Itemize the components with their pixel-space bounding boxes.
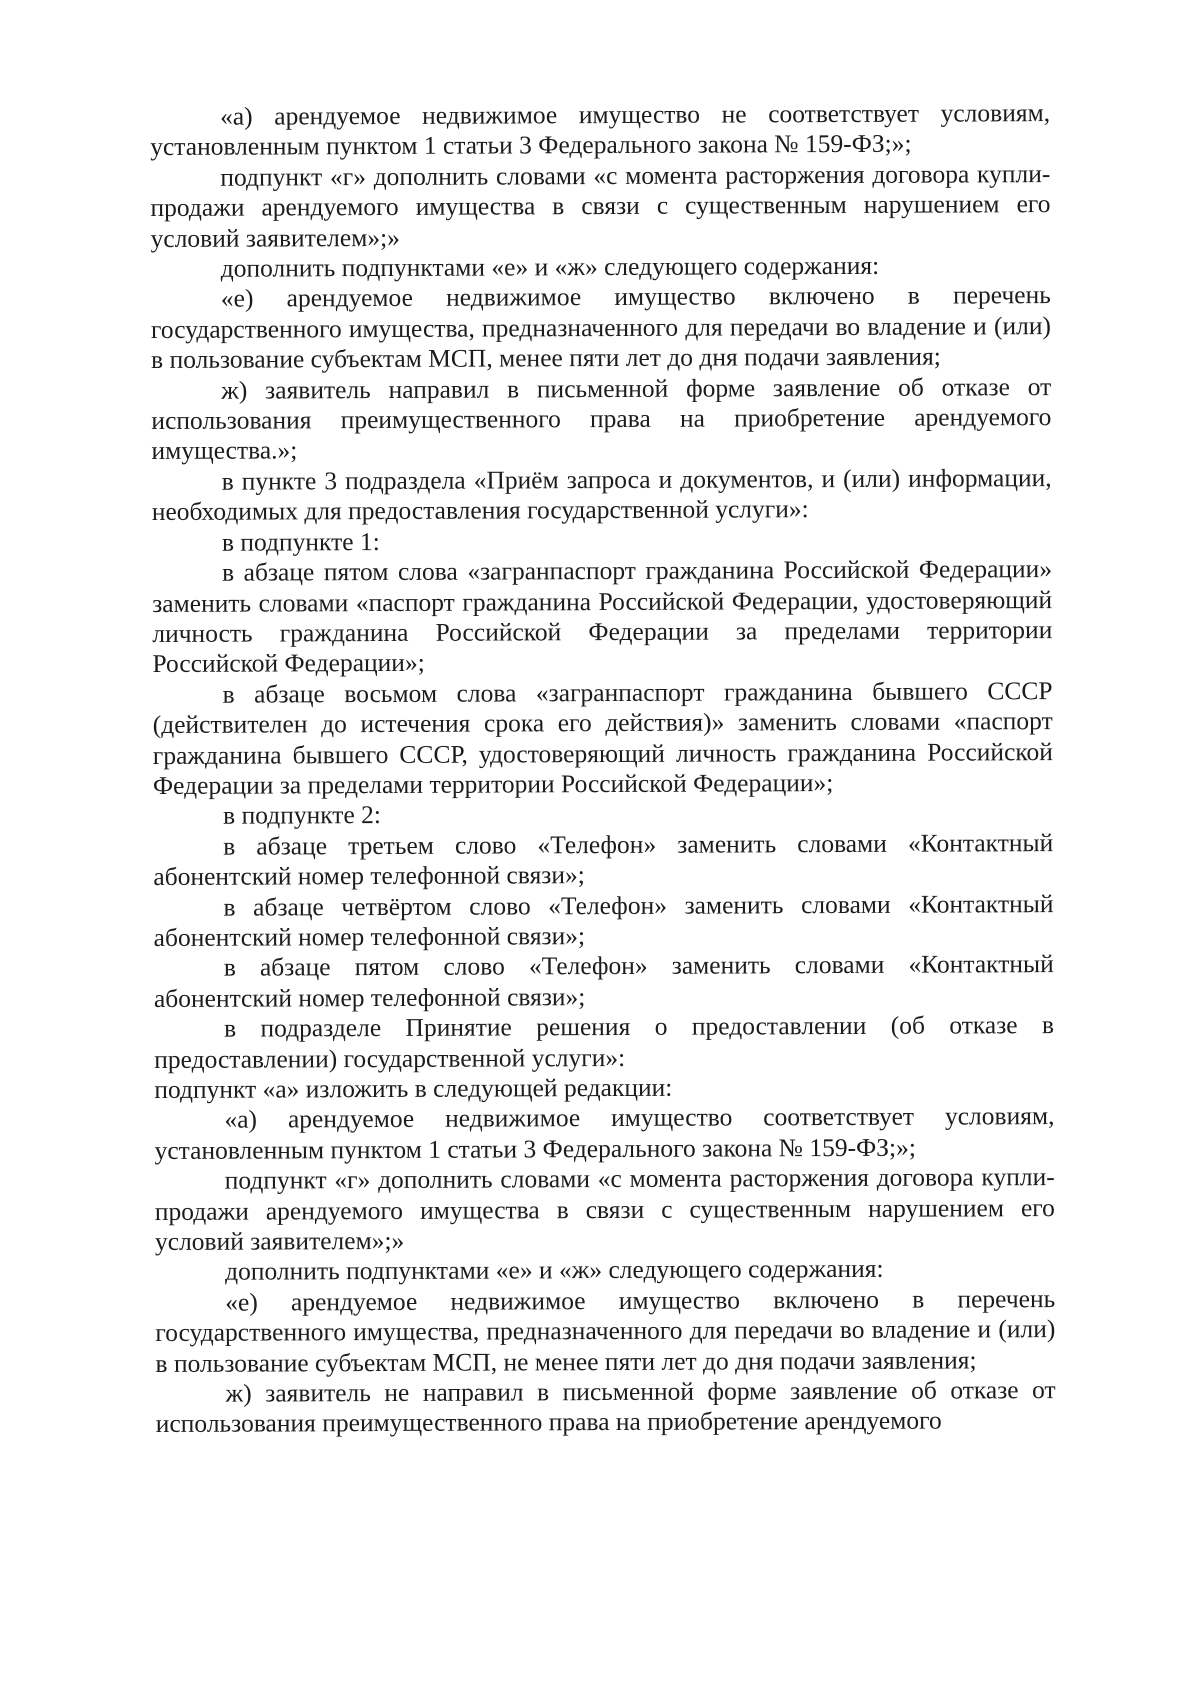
paragraph-new-zh: ж) заявитель не направил в письменной форме заявление об отказе от использования преимущественного права на приобретение арендуемого xyxy=(155,1375,1056,1439)
paragraph-abzac-5-phone: в абзаце пятом слово «Телефон» заменить словами «Контактный абонентский номер телефонной связи»; xyxy=(153,949,1054,1013)
paragraph-item-e: «е) арендуемое недвижимое имущество включено в перечень государственного имущества, предназначенного для передачи во владение и (или) в пользование субъектам МСП, менее пяти лет до дня подачи заявления; xyxy=(150,280,1052,375)
paragraph-point-3: в пункте 3 подраздела «Приём запроса и документов, и (или) информации, необходимых для предоставления государственной услуги»: xyxy=(151,462,1052,527)
paragraph-new-a: «а) арендуемое недвижимое имущество соответствует условиям, установленным пунктом 1 статьи 3 Федерального закона № 159-ФЗ;»; xyxy=(154,1101,1055,1165)
paragraph-abzac-3-phone: в абзаце третьем слово «Телефон» заменить словами «Контактный абонентский номер телефонной связи»; xyxy=(153,827,1054,892)
paragraph-new-e: «е) арендуемое недвижимое имущество включено в перечень государственного имущества, предназначенного для передачи во владение и (или) в пользование субъектам МСП, не менее пяти лет до дня подачи заявления; xyxy=(155,1283,1056,1378)
document-body xyxy=(150,98,1056,1440)
paragraph-abzac-5: в абзаце пятом слова «загранпаспорт гражданина Российской Федерации» заменить словами «паспорт гражданина Российской Федерации, удостоверяющий личность гражданина Российской Федерации за пределами территории Российской Федерации»; xyxy=(152,554,1053,679)
paragraph-abzac-4-phone: в абзаце четвёртом слово «Телефон» заменить словами «Контактный абонентский номер телефонной связи»; xyxy=(153,888,1054,952)
paragraph-subpoint-2: в подпункте 2: xyxy=(223,800,382,831)
paragraph-amend-a: «а) арендуемое недвижимое имущество не соответствует условиям, установленным пунктом 1 статьи 3 Федерального закона № 159-ФЗ;»; xyxy=(150,98,1051,162)
paragraph-subpoint-1: в подпункте 1: xyxy=(221,526,380,557)
paragraph-abzac-8: в абзаце восьмом слова «загранпаспорт гражданина бывшего СССР (действителен до истечения срока его действия)» заменить словами «паспорт гражданина бывшего СССР, удостоверяющий личность гражданина Российской Федерации за пределами территории Российской Федерации»; xyxy=(152,675,1053,800)
paragraph-item-zh: ж) заявитель направил в письменной форме заявление об отказе от использования преимущественного права на приобретение арендуемого имущества.»; xyxy=(151,371,1052,466)
paragraph-decision-subsection: в подразделе Принятие решения о предоставлении (об отказе в предоставлении) государственной услуги»: xyxy=(154,1010,1055,1074)
paragraph-add-e-zh: дополнить подпунктами «е» и «ж» следующего содержания: xyxy=(220,250,880,283)
paragraph-add-e-zh-2: дополнить подпунктами «е» и «ж» следующего содержания: xyxy=(225,1254,884,1287)
paragraph-subpoint-a-edition: подпункт «а» изложить в следующей редакции: xyxy=(154,1072,673,1104)
paragraph-new-g: подпункт «г» дополнить словами «с момента расторжения договора купли- продажи арендуемого имущества в связи с существенным нарушением его условий заявителем»;» xyxy=(154,1162,1055,1257)
paragraph-amend-g: подпункт «г» дополнить словами «с момента расторжения договора купли-продажи арендуемого имущества в связи с существенным нарушением его условий заявителем»;» xyxy=(150,158,1051,253)
